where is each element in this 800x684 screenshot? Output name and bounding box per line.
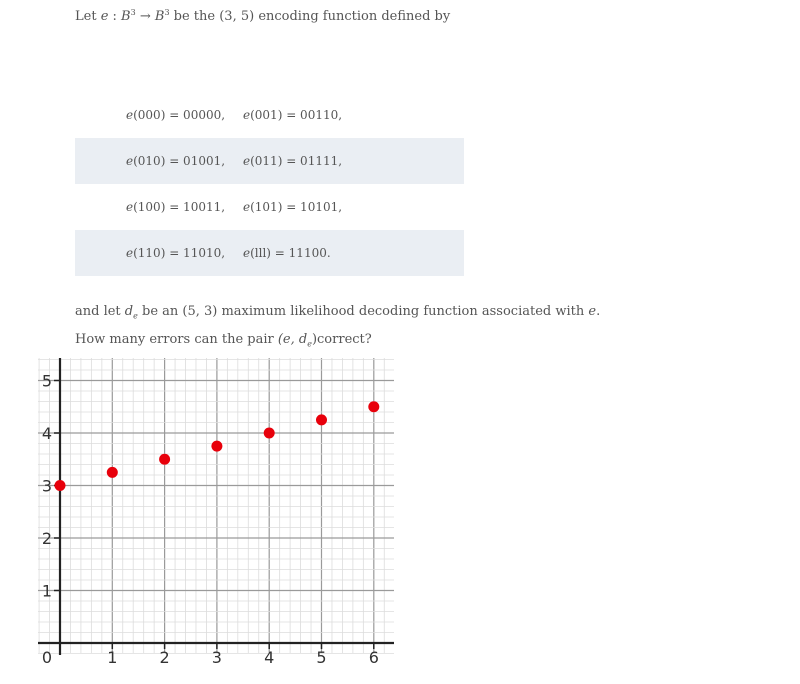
encoding-entry: e(001) = 00110, <box>243 108 343 122</box>
x-tick-label: 1 <box>107 648 118 667</box>
data-point <box>368 401 379 412</box>
x-tick-label: 3 <box>211 648 222 667</box>
encoding-table <box>75 92 464 276</box>
y-tick-label: 5 <box>41 371 53 391</box>
encoding-entry: e(lll) = 11100. <box>243 246 331 260</box>
data-point <box>159 454 170 465</box>
x-tick-label: 2 <box>159 648 170 667</box>
data-point <box>107 467 118 478</box>
encoding-entry: e(110) = 11010, <box>126 246 226 260</box>
data-point <box>55 480 66 491</box>
encoding-entry: e(000) = 00000, <box>126 108 226 122</box>
question-line-1: and let $d_e$ be an (5, 3) maximum likelihood decoding function associated with e. <box>75 304 601 321</box>
y-tick-label: 4 <box>41 424 53 443</box>
y-tick-label: 2 <box>41 529 53 548</box>
data-point <box>211 441 222 452</box>
y-tick-label: 1 <box>41 581 53 601</box>
data-point <box>316 414 327 425</box>
scatter-chart <box>0 350 420 680</box>
origin-label: 0 <box>41 648 53 667</box>
data-point <box>264 428 275 439</box>
encoding-row <box>75 138 464 184</box>
encoding-row <box>75 184 464 230</box>
question-line-2: How many errors can the pair (e, $d_e)correct$? <box>75 331 372 349</box>
x-tick-label: 5 <box>316 648 327 667</box>
question-text <box>75 300 600 355</box>
encoding-entry: e(011) = 01111, <box>243 154 343 168</box>
problem-intro: Let e : $B^3 \to B^3$ be the (3, 5) encoding function defined by <box>75 8 451 24</box>
encoding-row <box>75 230 464 276</box>
y-tick-label: 3 <box>41 476 53 496</box>
encoding-entry: e(101) = 10101, <box>243 200 343 214</box>
encoding-entry: e(100) = 10011, <box>126 200 226 214</box>
x-tick-label: 4 <box>264 648 275 667</box>
x-tick-label: 6 <box>368 648 379 667</box>
encoding-entry: e(010) = 01001, <box>126 154 226 168</box>
encoding-row <box>75 92 464 138</box>
